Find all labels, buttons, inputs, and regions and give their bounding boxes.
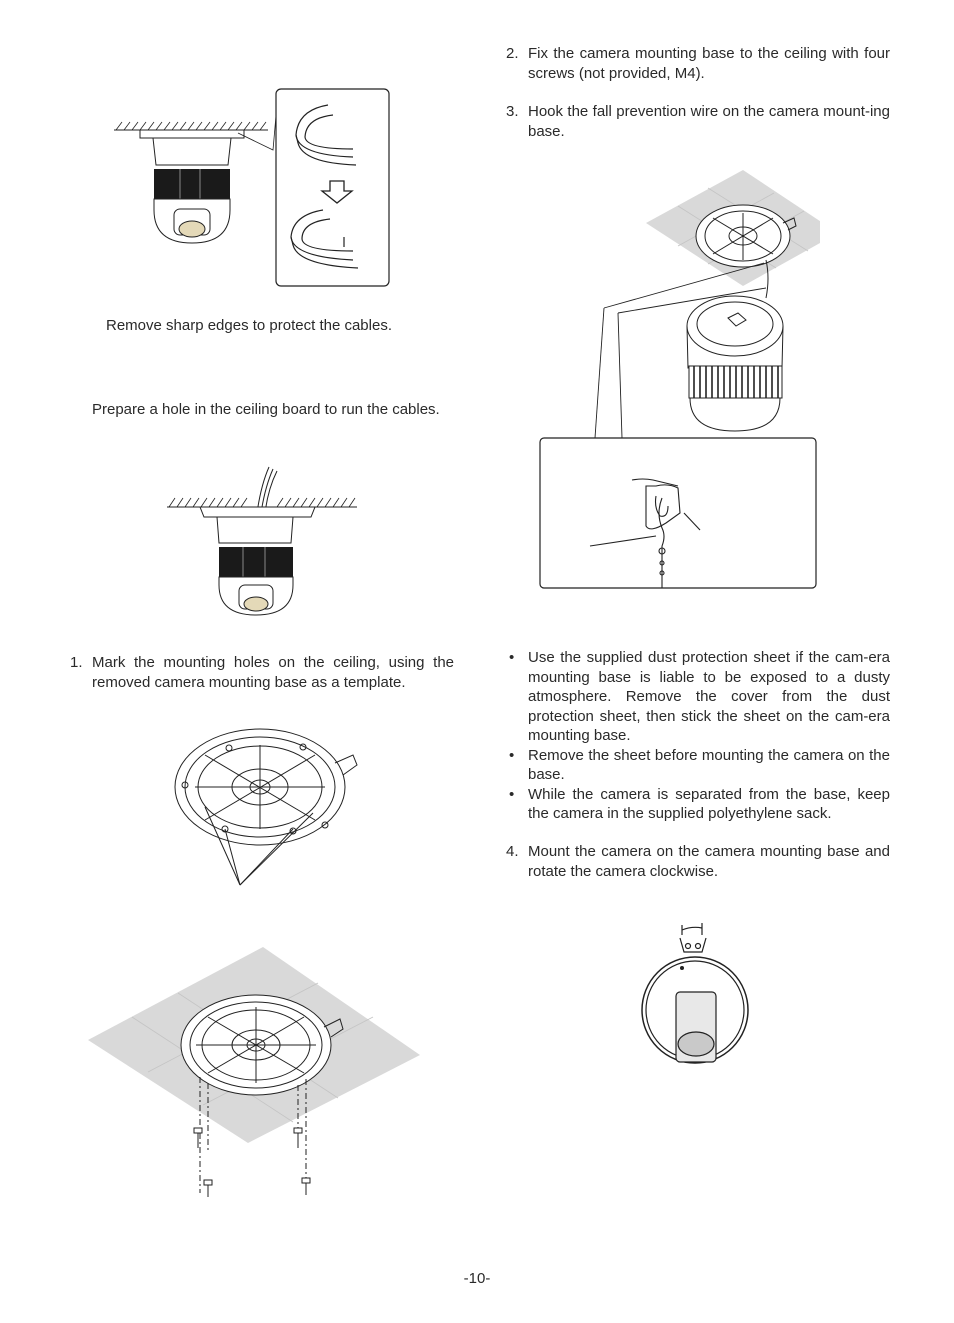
- figure-rotate-camera: [640, 920, 760, 1070]
- page-number: -10-: [463, 1270, 491, 1287]
- step2-number: 2.: [506, 45, 519, 62]
- note-remove-sheet: • Remove the sheet before mounting the camera on the base.: [507, 746, 890, 785]
- step3-number: 3.: [506, 103, 519, 120]
- step1-number: 1.: [70, 654, 83, 671]
- figure-mounting-template: [165, 725, 365, 890]
- step4-text: Mount the camera on the camera mounting base and rotate the camera clockwise.: [528, 843, 890, 880]
- note-dust-sheet: • Use the supplied dust protection sheet if the cam-era mounting base is liable to be exposed to a dusty atmosphere. Remove the cover from the dust protection sheet, then stick the sheet on the cam-era mounting base.: [507, 648, 890, 746]
- figure-cable-hole: [165, 465, 365, 625]
- figure-ceiling-screws: [88, 945, 423, 1205]
- step1-text: Mark the mounting holes on the ceiling, using the removed camera mounting base as a template.: [92, 654, 454, 691]
- step2-text: Fix the camera mounting base to the ceiling with four screws (not provided, M4).: [528, 45, 890, 82]
- caption-prepare-hole: Prepare a hole in the ceiling board to run the cables.: [92, 401, 440, 418]
- note-polyethylene-sack: • While the camera is separated from the base, keep the camera in the supplied polyethylene sack.: [507, 785, 890, 824]
- figure-sharp-edges: [108, 85, 398, 290]
- caption-remove-edges: Remove sharp edges to protect the cables.: [106, 317, 392, 334]
- figure-fall-prevention-wire: [538, 168, 820, 593]
- step4-number: 4.: [506, 843, 519, 860]
- step3-text: Hook the fall prevention wire on the camera mount-ing base.: [528, 103, 890, 140]
- notes-list: [507, 648, 890, 824]
